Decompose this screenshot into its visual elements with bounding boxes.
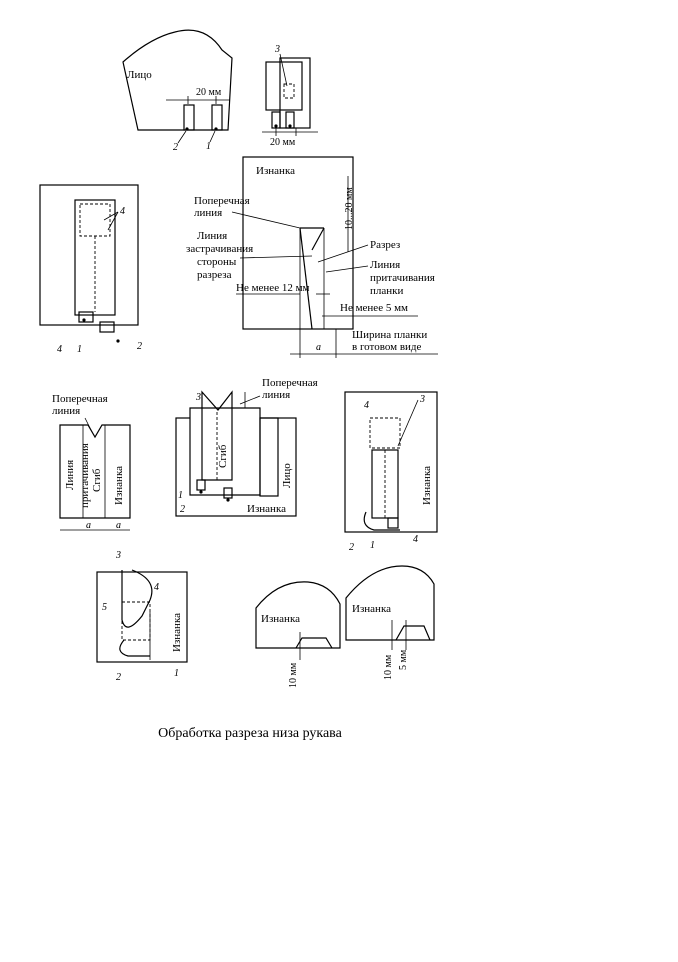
- min5-label: Не менее 5 мм: [340, 302, 408, 314]
- num-1-mid: 1: [77, 344, 82, 355]
- placket-1: Линия: [370, 259, 401, 271]
- caption: Обработка разреза низа рукава: [158, 726, 342, 741]
- fig-sleeve-face: [123, 30, 232, 153]
- num-2-r3r: 2: [349, 542, 354, 553]
- num-5-r4: 5: [102, 602, 107, 613]
- bartack-4: разреза: [197, 269, 232, 281]
- num-1-r3m: 1: [178, 490, 183, 501]
- fig-mid-left: [40, 185, 142, 355]
- bartack-1: Линия: [197, 230, 228, 242]
- num-2: 2: [173, 142, 178, 153]
- back-r3r: Изнанка: [421, 465, 433, 505]
- fig-row4-right: [346, 566, 434, 680]
- fold-r3m: Сгиб: [217, 444, 229, 468]
- fig-mid-right: [186, 157, 438, 358]
- fig-row4-left: [97, 550, 187, 683]
- fig-row3-mid: [176, 377, 318, 516]
- num-3: 3: [275, 44, 280, 55]
- back-r3: Изнанка: [113, 465, 125, 505]
- a1: a: [86, 520, 91, 531]
- fig-placket-top: [262, 44, 318, 148]
- num-2-r4: 2: [116, 672, 121, 683]
- back-r3m: Изнанка: [247, 503, 287, 515]
- back-r4r: Изнанка: [352, 603, 392, 615]
- a2: a: [116, 520, 121, 531]
- cross-line-2: линия: [194, 207, 223, 219]
- num-4a: 4: [120, 206, 125, 217]
- a-label: a: [316, 342, 321, 353]
- width-1: Ширина планки: [352, 329, 428, 341]
- num-1-r4: 1: [174, 668, 179, 679]
- num-4-r4: 4: [154, 582, 159, 593]
- num-3-r4: 3: [116, 550, 121, 561]
- placket-3: планки: [370, 285, 404, 297]
- dim-20mm-b: 20 мм: [270, 137, 296, 148]
- back-label: Изнанка: [256, 165, 296, 177]
- fig-row3-left: [52, 393, 130, 531]
- dim-10-r4m: 10 мм: [288, 662, 299, 688]
- cross-line-1: Поперечная: [194, 195, 250, 207]
- slit-label: Разрез: [370, 239, 401, 251]
- num-4-r3r: 4: [364, 400, 369, 411]
- dim-10-20: 10...20 мм: [344, 187, 355, 230]
- dim-10-r4r: 10 мм: [383, 654, 394, 680]
- num-4b: 4: [57, 344, 62, 355]
- cross-line-r3-1: Поперечная: [52, 393, 108, 405]
- fig-row4-mid: [256, 582, 340, 688]
- num-1: 1: [206, 141, 211, 152]
- num-4b-r3r: 4: [413, 534, 418, 545]
- placket-2: притачивания: [370, 272, 435, 284]
- attach-2: притачивания: [79, 443, 91, 508]
- cross-r3m-2: линия: [262, 389, 291, 401]
- num-2-r3m: 2: [180, 504, 185, 515]
- min12-label: Не менее 12 мм: [236, 282, 310, 294]
- dim-20mm: 20 мм: [196, 87, 222, 98]
- face-r3m: Лицо: [281, 463, 293, 488]
- cross-line-r3-2: линия: [52, 405, 81, 417]
- num-1-r3r: 1: [370, 540, 375, 551]
- num-2-mid: 2: [137, 341, 142, 352]
- face-label: Лицо: [127, 69, 152, 81]
- back-r4: Изнанка: [171, 612, 183, 652]
- back-r4m: Изнанка: [261, 613, 301, 625]
- fig-row3-right: [345, 392, 437, 553]
- bartack-3: стороны: [197, 256, 237, 268]
- num-3-r3r: 3: [420, 394, 425, 405]
- width-2: в готовом виде: [352, 341, 422, 353]
- attach-1: Линия: [64, 459, 76, 490]
- bartack-2: застрачивания: [186, 243, 254, 255]
- fold-label: Сгиб: [91, 468, 103, 492]
- dim-5-r4r: 5 мм: [398, 649, 409, 670]
- num-3-r3: 3: [196, 392, 201, 403]
- cross-r3m-1: Поперечная: [262, 377, 318, 389]
